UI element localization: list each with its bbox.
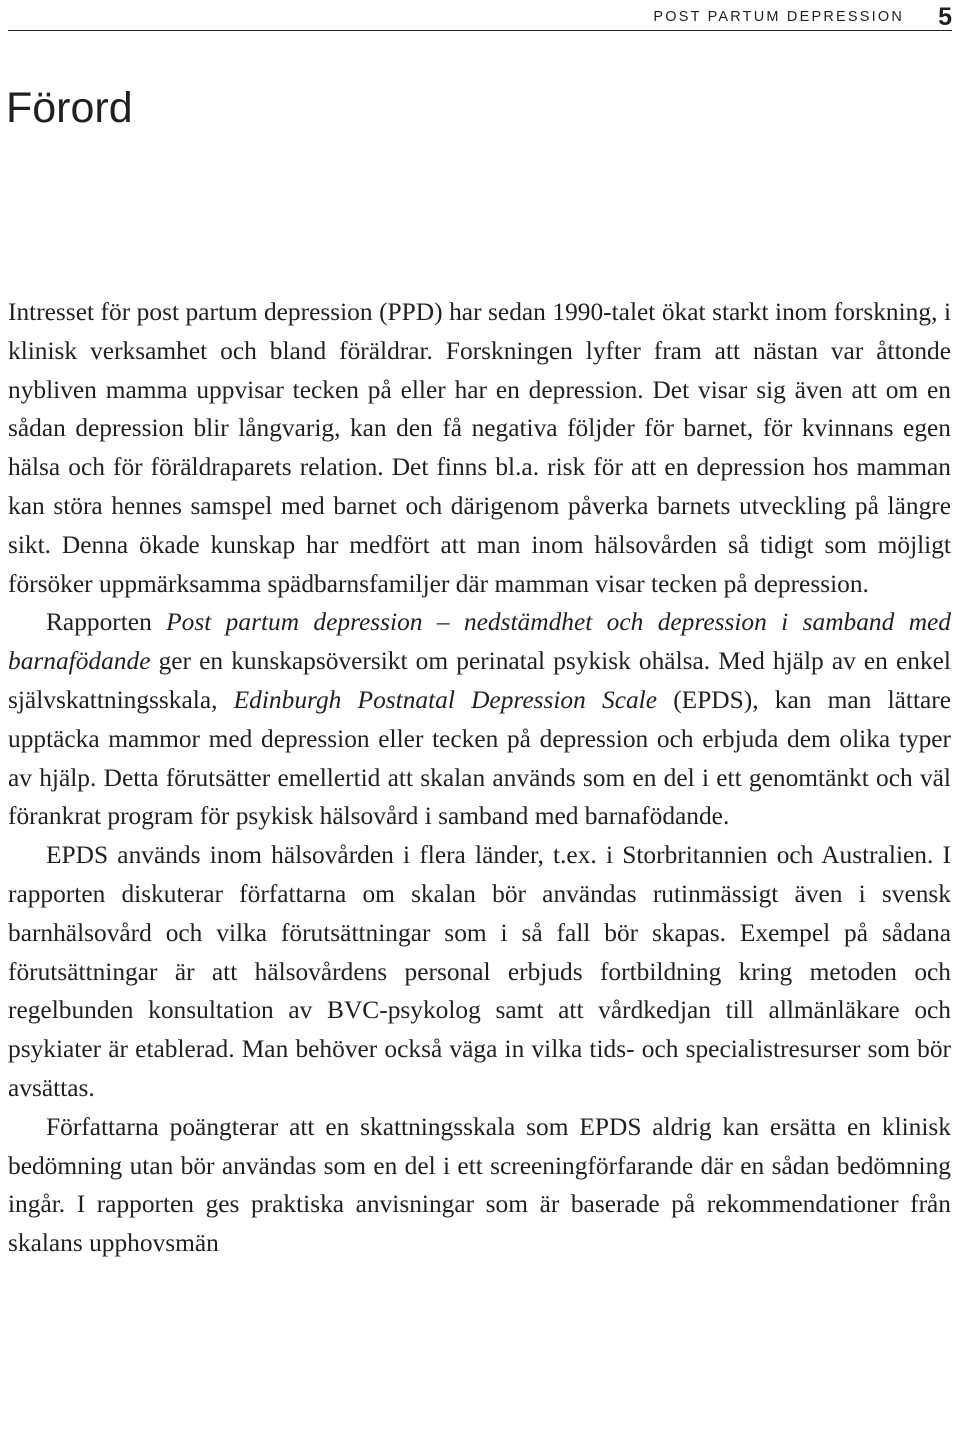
- body-text: [8, 293, 951, 1263]
- chapter-title: Förord: [6, 84, 133, 132]
- running-header: [8, 4, 952, 31]
- text-run: Rapporten: [46, 608, 167, 637]
- italic-text-run: Edinburgh Postnatal Depression Scale: [233, 685, 658, 714]
- running-title: POST PARTUM DEPRESSION: [653, 9, 904, 25]
- text-run: (EPDS), kan man lättare upptäcka mammor med depression eller tecken på depression och erbjuda dem olika typer av hjälp. Detta förutsätter emellertid att skalan används som en del i ett genomtänkt och väl förankrat program för psykisk hälsovård i samband med barnafödande.: [8, 685, 951, 831]
- text-run: Intresset för post partum depression (PPD) har sedan 1990-talet ökat starkt inom forskning, i klinisk verksamhet och bland föräldrar. Forskningen lyfter fram att nästan var åttonde nybliven mamma uppvisar tecken på eller har en depression. Det visar sig även att om en sådan depression blir långvarig, kan den få negativa följder för barnet, för kvinnans egen hälsa och för föräldraparets relation. Det finns bl.a. risk för att en depression hos mamman kan störa hennes samspel med barnet och därigenom påverka barnets utveckling på längre sikt. Denna ökade kunskap har medfört att man inom hälsovården så tidigt som möjligt försöker uppmärksamma spädbarnsfamiljer där mamman visar tecken på depression.: [8, 298, 951, 598]
- text-run: ger en kunskapsöversikt om perinatal psykisk ohälsa. Med hjälp av en enkel självskattningsskala,: [8, 647, 951, 714]
- paragraph: [8, 1108, 951, 1263]
- italic-text-run: Post partum depression – nedstämdhet och depression i samband med barnafödande: [8, 608, 951, 676]
- paragraph: [8, 293, 951, 603]
- text-run: EPDS används inom hälsovården i flera länder, t.ex. i Storbritannien och Australien. I rapporten diskuterar författarna om skalan bör användas rutinmässigt även i svensk barnhälsovård och vilka förutsättningar som i så fall bör skapas. Exempel på sådana förutsättningar är att hälsovårdens personal erbjuds fortbildning kring metoden och regelbunden konsultation av BVC-psykolog samt att vårdkedjan till allmänläkare och psykiater är etablerad. Man behöver också väga in vilka tids- och specialistresurser som bör avsättas.: [8, 841, 951, 1102]
- page-number: 5: [938, 3, 952, 31]
- text-run: Författarna poängterar att en skattningsskala som EPDS aldrig kan ersätta en klinisk bedömning utan bör användas som en del i ett screeningförfarande där en sådan bedömning ingår. I rapporten ges praktiska anvisningar som är baserade på rekommendationer från skalans upphovsmän: [8, 1112, 951, 1258]
- paragraph: [8, 603, 951, 836]
- paragraph: [8, 836, 951, 1108]
